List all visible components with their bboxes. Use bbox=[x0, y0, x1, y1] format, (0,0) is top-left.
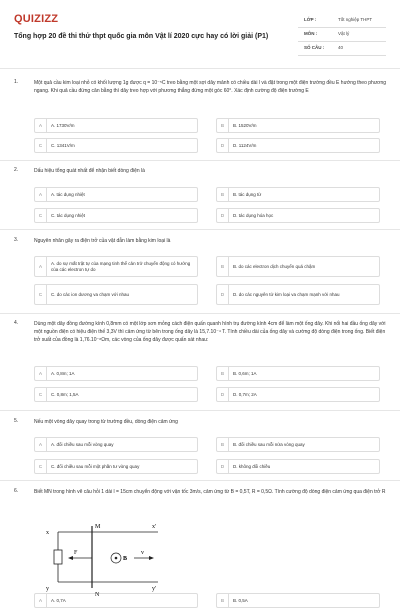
option-text: A. 1730V/m bbox=[51, 122, 75, 128]
question-2 bbox=[14, 167, 388, 231]
option-d[interactable] bbox=[216, 208, 380, 223]
option-letter: D bbox=[217, 460, 229, 473]
option-text: B. do các electron dịch chuyển quá chậm bbox=[233, 263, 316, 269]
question-number: 1. bbox=[14, 79, 19, 85]
option-text: C. 0,8m; 1,5A bbox=[51, 391, 79, 397]
meta-value: 40 bbox=[338, 45, 344, 50]
option-b[interactable] bbox=[216, 187, 380, 202]
label-n: N bbox=[95, 592, 100, 598]
question-number: 2. bbox=[14, 167, 19, 173]
option-letter: B bbox=[217, 119, 229, 132]
option-letter: A bbox=[35, 257, 47, 276]
option-c[interactable] bbox=[34, 459, 198, 474]
meta-table bbox=[298, 14, 386, 56]
option-text: A. đổi chiều sau mỗi vòng quay bbox=[51, 441, 114, 447]
label-y-prime: y' bbox=[152, 586, 157, 592]
velocity-arrowhead bbox=[149, 556, 154, 560]
label-b: B bbox=[123, 556, 128, 562]
option-letter: A bbox=[35, 438, 47, 451]
option-text: B. 0,6m; 1A bbox=[233, 370, 257, 376]
option-d[interactable] bbox=[216, 284, 380, 305]
option-a[interactable] bbox=[34, 187, 198, 202]
option-b[interactable] bbox=[216, 437, 380, 452]
option-letter: C bbox=[35, 285, 47, 304]
option-letter: A bbox=[35, 119, 47, 132]
option-text: D. không đổi chiều bbox=[233, 463, 271, 469]
label-x: x bbox=[46, 530, 49, 536]
question-text: Nguyên nhân gây ra điện trở của vật dẫn làm bằng kim loại là bbox=[34, 238, 171, 244]
option-letter: D bbox=[217, 209, 229, 222]
option-c[interactable] bbox=[34, 138, 198, 153]
option-letter: D bbox=[217, 388, 229, 401]
option-letter: B bbox=[217, 257, 229, 276]
document-header bbox=[0, 0, 400, 62]
option-b[interactable] bbox=[216, 118, 380, 133]
label-m: M bbox=[95, 524, 101, 530]
b-field-dot bbox=[115, 557, 118, 560]
option-letter: B bbox=[217, 367, 229, 380]
option-text: B. 0,5A bbox=[233, 597, 248, 603]
option-a[interactable] bbox=[34, 118, 198, 133]
resistor bbox=[54, 550, 62, 564]
question-3 bbox=[14, 237, 388, 311]
option-b[interactable] bbox=[216, 593, 380, 608]
question-text: Nếu một vòng dây quay trong từ trường đều, dòng điện cảm ứng bbox=[34, 419, 178, 425]
question-1 bbox=[14, 79, 388, 167]
meta-value: Vật lý bbox=[338, 31, 350, 36]
option-letter: D bbox=[217, 139, 229, 152]
question-number: 5. bbox=[14, 418, 19, 424]
option-d[interactable] bbox=[216, 459, 380, 474]
option-text: C. đổi chiều sau mỗi một phần tư vòng quay bbox=[51, 463, 140, 469]
option-text: B. đổi chiều sau mỗi nửa vòng quay bbox=[233, 441, 305, 447]
option-b[interactable] bbox=[216, 366, 380, 381]
option-a[interactable] bbox=[34, 437, 198, 452]
meta-row-class bbox=[298, 14, 386, 28]
divider bbox=[0, 480, 400, 481]
option-text: C. do các ion dương va chạm với nhau bbox=[51, 291, 129, 297]
option-letter: B bbox=[217, 594, 229, 607]
label-y: y bbox=[46, 586, 49, 592]
meta-label: SỐ CÂU : bbox=[304, 45, 325, 50]
rail-circuit-figure bbox=[44, 520, 164, 600]
force-arrowhead bbox=[68, 556, 73, 560]
meta-value: Tốt nghiệp THPT bbox=[338, 17, 373, 22]
label-f: F bbox=[74, 550, 78, 556]
option-text: B. 1520V/m bbox=[233, 122, 257, 128]
divider bbox=[0, 229, 400, 230]
question-text: Dấu hiệu tổng quát nhất để nhận biết dòng điện là bbox=[34, 168, 145, 174]
meta-row-subject bbox=[298, 28, 386, 42]
label-v: v bbox=[141, 550, 144, 556]
option-letter: D bbox=[217, 285, 229, 304]
document-title: Tổng hợp 20 đề thi thử thpt quốc gia môn Vật lí 2020 cực hay có lời giải (P1) bbox=[14, 33, 269, 40]
divider bbox=[0, 313, 400, 314]
option-d[interactable] bbox=[216, 138, 380, 153]
option-letter: B bbox=[217, 438, 229, 451]
option-a[interactable] bbox=[34, 256, 198, 277]
option-text: A. tác dụng nhiệt bbox=[51, 191, 85, 197]
option-text: C. 1341V/m bbox=[51, 142, 75, 148]
option-text: C. tác dụng nhiệt bbox=[51, 212, 86, 218]
quizizz-logo: QUIZIZZ bbox=[14, 13, 59, 25]
divider bbox=[0, 160, 400, 161]
option-letter: C bbox=[35, 209, 47, 222]
option-letter: A bbox=[35, 594, 47, 607]
option-text: D. 0,7m; 2A bbox=[233, 391, 257, 397]
option-d[interactable] bbox=[216, 387, 380, 402]
question-number: 4. bbox=[14, 320, 19, 326]
option-text: A. do sự mất trật tự của mạng tinh thể cản trở chuyển động có hướng của các electron tự do bbox=[51, 260, 191, 272]
option-text: A. 0,7A bbox=[51, 597, 66, 603]
option-text: A. 0,8m; 1A bbox=[51, 370, 75, 376]
option-letter: A bbox=[35, 367, 47, 380]
question-4 bbox=[14, 320, 388, 408]
question-text: Một quả cầu kim loại nhỏ có khối lượng 1g được q = 10⁻⁵C treo bằng một sợi dây mảnh có chiều dài l và đặt trong một điện trường đều E hướng theo phương ngang. Khi quả cầu đứng cân bằng thì dây treo hợp với phương thẳng đứng một góc 60°. Xác định cường độ điện trường E bbox=[34, 80, 387, 94]
option-c[interactable] bbox=[34, 387, 198, 402]
option-c[interactable] bbox=[34, 284, 198, 305]
option-letter: C bbox=[35, 388, 47, 401]
question-number: 6. bbox=[14, 488, 19, 494]
divider bbox=[0, 68, 400, 69]
question-text: Biết MN trong hình vẽ câu hỏi 1 dài l = 15cm chuyển động với vận tốc 3m/s, cảm ứng từ B = 0,5T, R = 0,5Ω. Tính cường độ dòng điện cảm ứng qua điện trở R bbox=[34, 489, 386, 495]
option-letter: C bbox=[35, 139, 47, 152]
option-letter: A bbox=[35, 188, 47, 201]
option-a[interactable] bbox=[34, 366, 198, 381]
option-b[interactable] bbox=[216, 256, 380, 277]
option-text: D. 1124V/m bbox=[233, 142, 257, 148]
question-text: Dùng một dây đồng đường kính 0,8mm có một lớp sơn mỏng cách điện quấn quanh hình trụ đường kính 4cm để làm một ống dây. Khi nối hai đầu ống dây với một nguồn điện có hiệu điện thế 3,3V thì cảm ứng từ bên trong ống dây là 15,7.10⁻⁴ T. Tính chiều dài của ống dây và cường độ dòng điện trong ống. Biết điện trở suất của đồng là 1,76.10⁻⁸Ωm, các vòng của ống dây được quấn sát nhau: bbox=[34, 321, 386, 343]
option-letter: C bbox=[35, 460, 47, 473]
divider bbox=[0, 410, 400, 411]
option-text: B. tác dụng từ bbox=[233, 191, 262, 197]
option-c[interactable] bbox=[34, 208, 198, 223]
option-letter: B bbox=[217, 188, 229, 201]
option-text: D. tác dụng hóa học bbox=[233, 212, 274, 218]
question-5 bbox=[14, 418, 388, 480]
meta-row-count bbox=[298, 42, 386, 56]
meta-label: MÔN : bbox=[304, 31, 318, 36]
label-x-prime: x' bbox=[152, 524, 157, 530]
option-text: D. do các nguyên tử kim loại va chạm mạnh với nhau bbox=[233, 291, 340, 297]
meta-label: LỚP : bbox=[304, 17, 317, 22]
question-number: 3. bbox=[14, 237, 19, 243]
